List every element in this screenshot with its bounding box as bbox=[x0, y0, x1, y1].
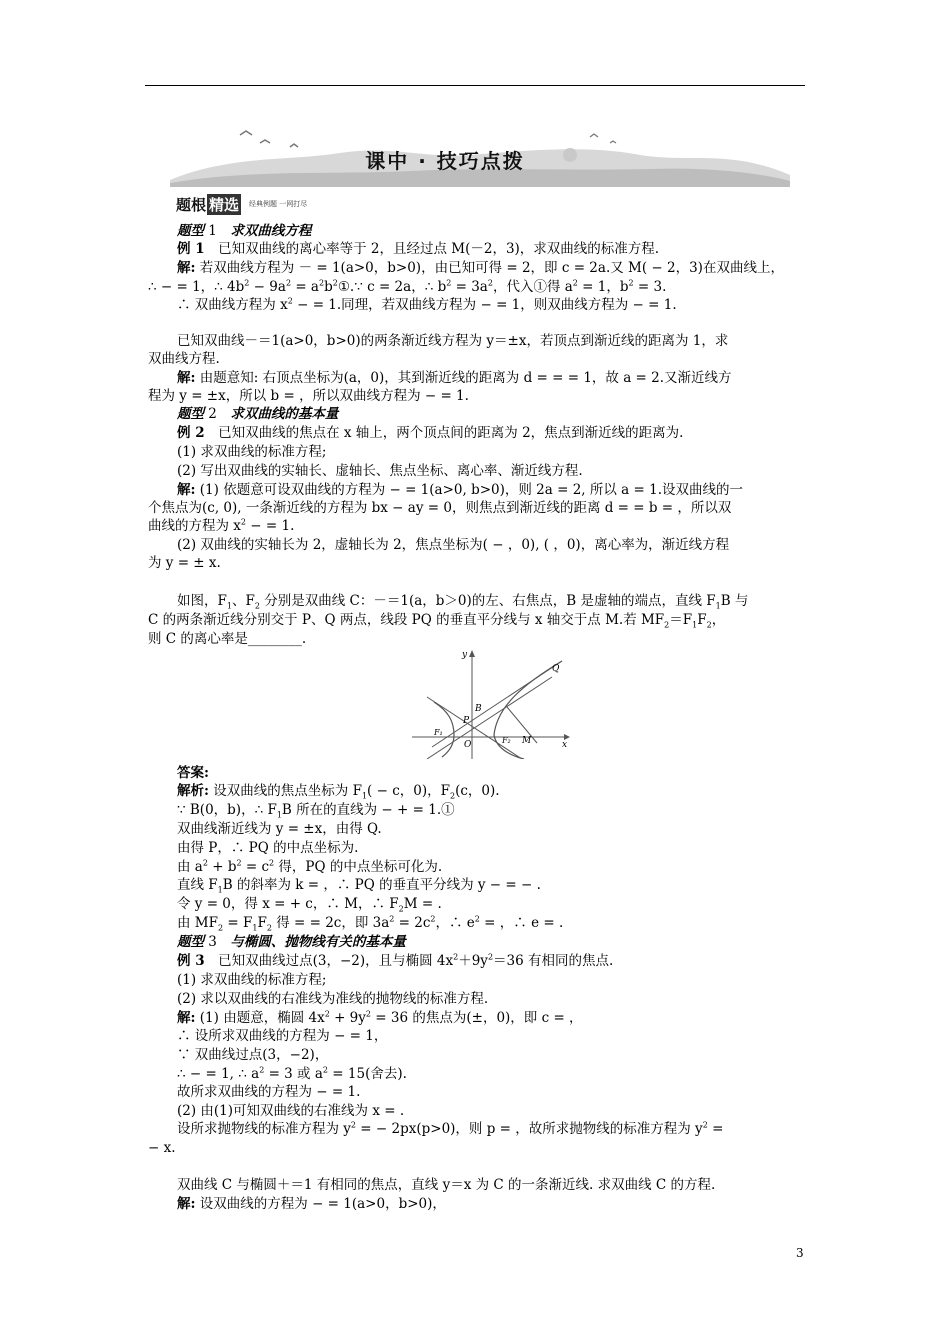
label-o: O bbox=[464, 740, 472, 750]
bird-icon bbox=[590, 134, 616, 143]
hyperbola-figure bbox=[412, 647, 572, 759]
text-line: 由 $a^2 + b^2 = c^2$ 得，PQ 的中点坐标可化为. bbox=[177, 858, 443, 875]
text-line: (2) 由(1)可知双曲线的右准线为 x = . bbox=[177, 1103, 405, 1119]
text-line: 个焦点为(c, 0), 一条渐近线的方程为 bx − ay = 0，则焦点到渐近线的距离 d = = b = ，所以双 bbox=[148, 500, 732, 516]
text-line: 解: 设双曲线的方程为 − = 1(a>0，b>0)， bbox=[177, 1196, 446, 1212]
text-line: (1) 求双曲线的标准方程; bbox=[177, 972, 327, 988]
text-line: − x. bbox=[148, 1140, 176, 1156]
bird-icon bbox=[240, 131, 298, 147]
banner-title: 课中 · 技巧点拨 bbox=[365, 149, 525, 173]
text-line: 双曲线 C 与椭圆＋＝1 有相同的焦点，直线 y＝x 为 C 的一条渐近线. 求双曲线 C 的方程. bbox=[177, 1177, 716, 1193]
label-x: x bbox=[562, 740, 568, 750]
label-q: Q bbox=[552, 664, 560, 674]
text-line: (1) 求双曲线的标准方程; bbox=[177, 444, 327, 460]
text-line: 题型 1 求双曲线方程 bbox=[177, 223, 312, 239]
text-line: (2) 求以双曲线的右准线为准线的抛物线的标准方程. bbox=[177, 991, 489, 1007]
text-line: 如图，$F_1$、$F_2$ 分别是双曲线 C：－＝1(a，b＞0)的左、右焦点，B 是虚轴的端点，直线 $F_1B$ 与 bbox=[177, 593, 749, 611]
text-line: 则 C 的离心率是________. bbox=[148, 631, 307, 647]
text-line: 题型 3 与椭圆、抛物线有关的基本量 bbox=[177, 934, 406, 950]
text-line: ∴ − = 1, ∴ $a^2 = 3$ 或 $a^2 = 15$(舍去). bbox=[177, 1065, 407, 1082]
label-f2: F₂ bbox=[502, 736, 511, 745]
label-f1: F₁ bbox=[434, 728, 443, 737]
text-line: 例 3 已知双曲线过点(3，−2)，且与椭圆 $4x^2+9y^2=36$ 有相同的焦点. bbox=[177, 952, 614, 969]
text-line: 题型 2 求双曲线的基本量 bbox=[177, 406, 339, 422]
text-line: 双曲线渐近线为 y = ±x，由得 Q. bbox=[177, 821, 382, 837]
text-line: 例 2 已知双曲线的焦点在 x 轴上，两个顶点间的距离为 2，焦点到渐近线的距离为. bbox=[177, 425, 684, 441]
text-line: 解: (1) 依题意可设双曲线的方程为 − = 1(a>0, b>0)，则 2a = 2, 所以 a = 1.设双曲线的一 bbox=[177, 482, 743, 498]
text-line: 例 1 已知双曲线的离心率等于 2，且经过点 M(－2，3)，求双曲线的标准方程. bbox=[177, 241, 660, 257]
text-line: 答案: bbox=[177, 765, 209, 781]
text-line: 曲线的方程为 $x^2$ − = 1. bbox=[148, 517, 295, 534]
section-tag-c: 经典例题 一网打尽 bbox=[249, 200, 308, 208]
text-line: 已知双曲线－＝1(a>0，b>0)的两条渐近线方程为 y＝±x，若顶点到渐近线的距离为 1，求 bbox=[177, 333, 729, 349]
text-line: 解: 若双曲线方程为 － = 1(a>0，b>0)，由已知可得 = 2，即 c = 2a.又 M( − 2，3)在双曲线上， bbox=[177, 260, 784, 276]
label-m: M bbox=[522, 736, 532, 746]
text-line: ∴ 双曲线方程为 $x^2$ − = 1.同理，若双曲线方程为 − = 1，则双曲线方程为 − = 1. bbox=[177, 296, 677, 313]
text-line: C 的两条渐近线分别交于 P、Q 两点，线段 PQ 的垂直平分线与 x 轴交于点 M.若 $MF_2=F_1F_2$， bbox=[148, 612, 726, 630]
text-line: 令 y = 0，得 x = + c，∴ M，∴ $F_2M$ = . bbox=[177, 896, 442, 914]
text-line: 双曲线方程. bbox=[148, 351, 220, 367]
text-line: 由 $MF_2 = F_1F_2$ 得 = = 2c，即 $3a^2 = 2c^2$，∴ $e^2$ = ，∴ e = . bbox=[177, 914, 564, 933]
page-number: 3 bbox=[796, 1246, 804, 1260]
text-line: 解析: 设双曲线的焦点坐标为 $F_1( - c$，0)，$F_2(c$，0). bbox=[177, 783, 500, 801]
text-line: ∵ B(0，b)，∴ $F_1B$ 所在的直线为 − + = 1.① bbox=[177, 802, 455, 820]
label-b: B bbox=[475, 704, 482, 714]
text-line: 由得 P，∴ PQ 的中点坐标为. bbox=[177, 840, 359, 856]
text-line: 直线 $F_1B$ 的斜率为 k = ，∴ PQ 的垂直平分线为 y − = − . bbox=[177, 877, 541, 895]
section-tag-b: 精选 bbox=[209, 195, 240, 214]
text-line: (2) 写出双曲线的实轴长、虚轴长、焦点坐标、离心率、渐近线方程. bbox=[177, 463, 583, 479]
text-line: (2) 双曲线的实轴长为 2，虚轴长为 2，焦点坐标为( − ，0), ( ，0)，离心率为，渐近线方程 bbox=[177, 537, 730, 553]
text-line: ∵ 双曲线过点(3，−2)， bbox=[177, 1047, 329, 1063]
text-line: 故所求双曲线的方程为 − = 1. bbox=[177, 1084, 361, 1100]
section-tag-a: 题根 bbox=[176, 195, 207, 214]
label-p: P bbox=[463, 716, 470, 726]
text-line: 解: 由题意知: 右顶点坐标为(a，0)，其到渐近线的距离为 d = = = 1，故 a = 2.又渐近线方 bbox=[177, 370, 732, 386]
text-line: 为 y = ± x. bbox=[148, 555, 221, 571]
label-y: y bbox=[462, 650, 468, 660]
text-line: 解: (1) 由题意，椭圆 $4x^2 + 9y^2 = 36$ 的焦点为(±，0)，即 c = ， bbox=[177, 1009, 583, 1026]
text-line: 设所求抛物线的标准方程为 $y^2$ = − 2px(p>0)，则 p = ，故所求抛物线的标准方程为 $y^2$ = bbox=[177, 1120, 724, 1137]
section-tag bbox=[176, 194, 307, 214]
text-line: ∴ 设所求双曲线的方程为 − = 1， bbox=[177, 1028, 388, 1044]
header-rule bbox=[145, 85, 805, 86]
text-line: ∴ − = 1，∴ $4b^2 - 9a^2$ = $a^2b^2①.\because$ c = 2a，∴ $b^2 = 3a^2$，代入①得 $a^2 = 1$，$b^2 = 3$. bbox=[148, 278, 667, 295]
text-line: 程为 y = ±x，所以 b = ，所以双曲线方程为 − = 1. bbox=[148, 388, 469, 404]
